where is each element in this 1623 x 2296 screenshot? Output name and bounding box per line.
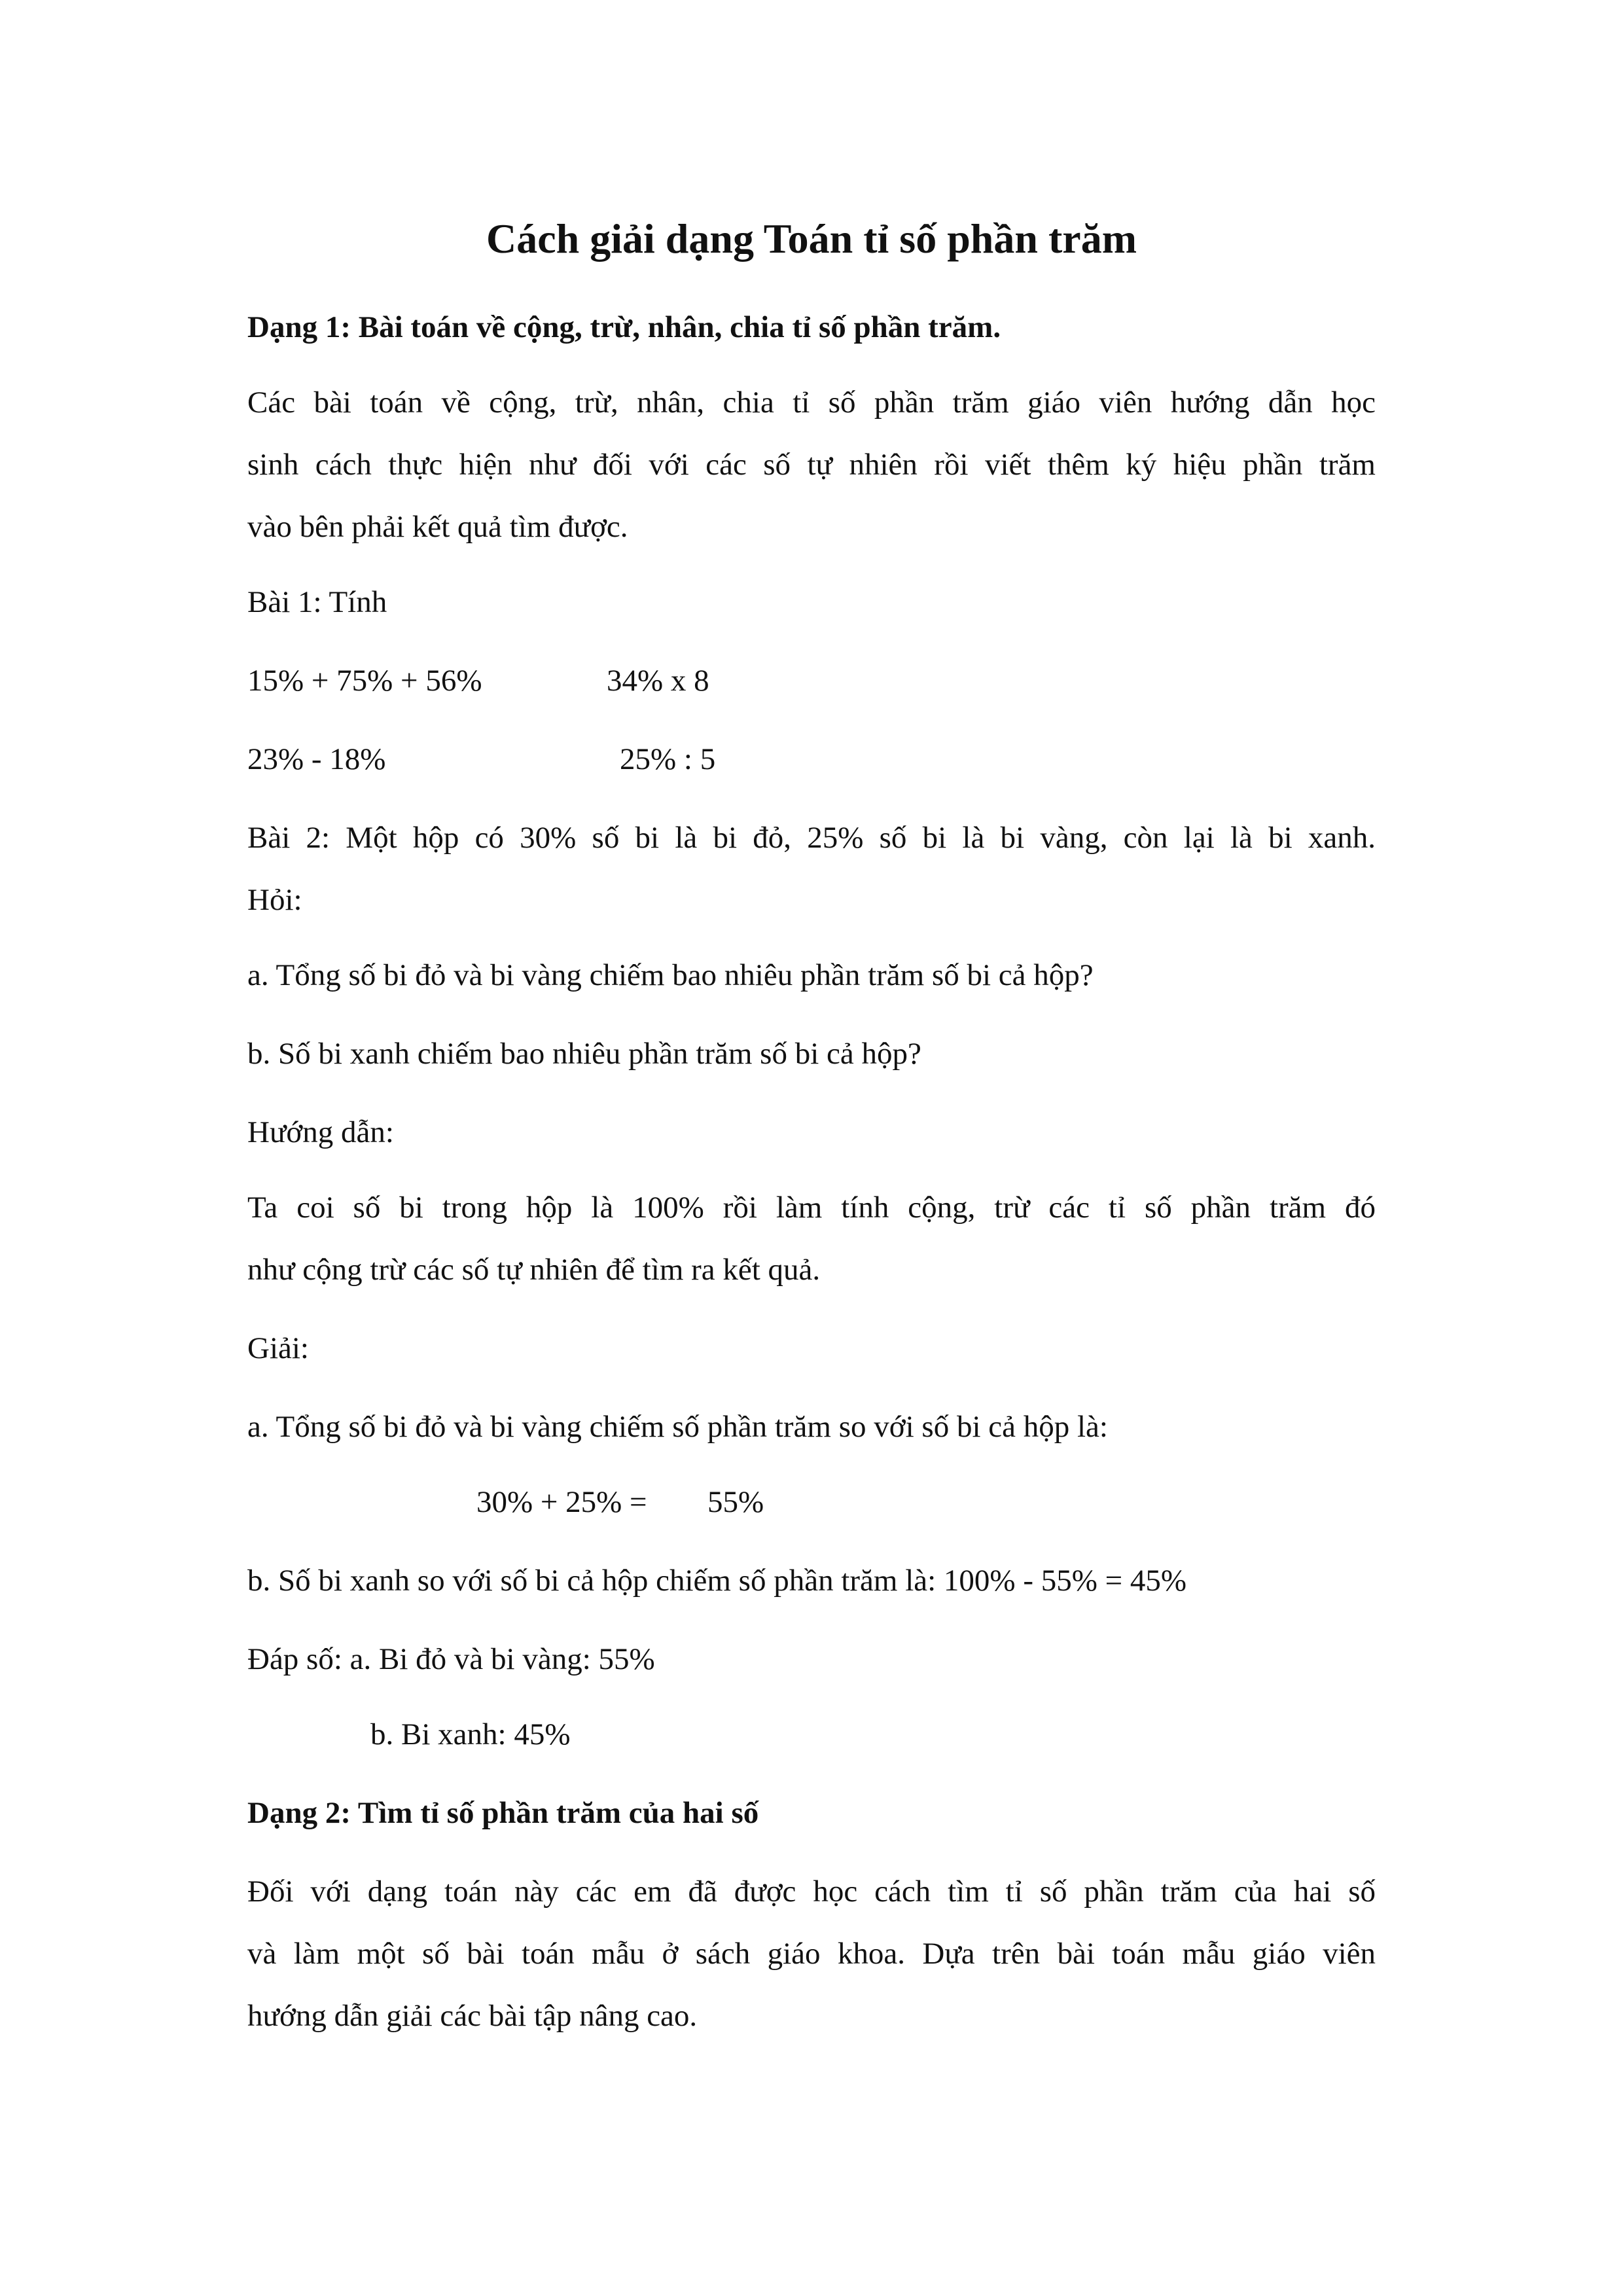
exercise-expression: 23% - 18% <box>247 742 386 776</box>
exercise-2-text: Hỏi: <box>247 883 302 917</box>
solution-label: Giải: <box>247 1331 309 1365</box>
answer-b: b. Bi xanh: 45% <box>370 1717 571 1751</box>
question-b: b. Số bi xanh chiếm bao nhiêu phần trăm số bi cả hộp? <box>247 1037 921 1071</box>
answer-a: Đáp số: a. Bi đỏ và bi vàng: 55% <box>247 1642 655 1676</box>
solution-a-result: 55% <box>707 1485 764 1519</box>
exercise-1-label: Bài 1: Tính <box>247 585 387 619</box>
exercise-expression: 25% : 5 <box>620 742 716 776</box>
exercise-expression: 34% x 8 <box>607 664 709 698</box>
solution-b: b. Số bi xanh so với số bi cả hộp chiếm số phần trăm là: 100% - 55% = 45% <box>247 1564 1187 1598</box>
solution-a-expression: 30% + 25% = <box>476 1485 647 1519</box>
exercise-expression: 15% + 75% + 56% <box>247 664 482 698</box>
exercise-2-text: Bài 2: Một hộp có 30% số bi là bi đỏ, 25% số bi là bi vàng, còn lại là bi xanh. <box>247 821 1376 855</box>
paragraph-line: như cộng trừ các số tự nhiên để tìm ra kết quả. <box>247 1253 821 1287</box>
section-heading-dang-2: Dạng 2: Tìm tỉ số phần trăm của hai số <box>247 1796 759 1830</box>
guide-label: Hướng dẫn: <box>247 1115 394 1149</box>
paragraph-line: sinh cách thực hiện như đối với các số tự nhiên rồi viết thêm ký hiệu phần trăm <box>247 448 1376 482</box>
paragraph-line: hướng dẫn giải các bài tập nâng cao. <box>247 1999 698 2033</box>
paragraph-line: vào bên phải kết quả tìm được. <box>247 510 628 544</box>
section-heading-dang-1: Dạng 1: Bài toán về cộng, trừ, nhân, chia tỉ số phần trăm. <box>247 310 1001 344</box>
paragraph-line: và làm một số bài toán mẫu ở sách giáo khoa. Dựa trên bài toán mẫu giáo viên <box>247 1937 1376 1971</box>
page-title: Cách giải dạng Toán tỉ số phần trăm <box>486 215 1137 262</box>
question-a: a. Tổng số bi đỏ và bi vàng chiếm bao nhiêu phần trăm số bi cả hộp? <box>247 958 1094 992</box>
paragraph-line: Đối với dạng toán này các em đã được học cách tìm tỉ số phần trăm của hai số <box>247 1874 1376 1909</box>
paragraph-line: Các bài toán về cộng, trừ, nhân, chia tỉ số phần trăm giáo viên hướng dẫn học <box>247 386 1376 420</box>
solution-a: a. Tổng số bi đỏ và bi vàng chiếm số phần trăm so với số bi cả hộp là: <box>247 1410 1108 1444</box>
paragraph-line: Ta coi số bi trong hộp là 100% rồi làm tính cộng, trừ các tỉ số phần trăm đó <box>247 1191 1376 1225</box>
